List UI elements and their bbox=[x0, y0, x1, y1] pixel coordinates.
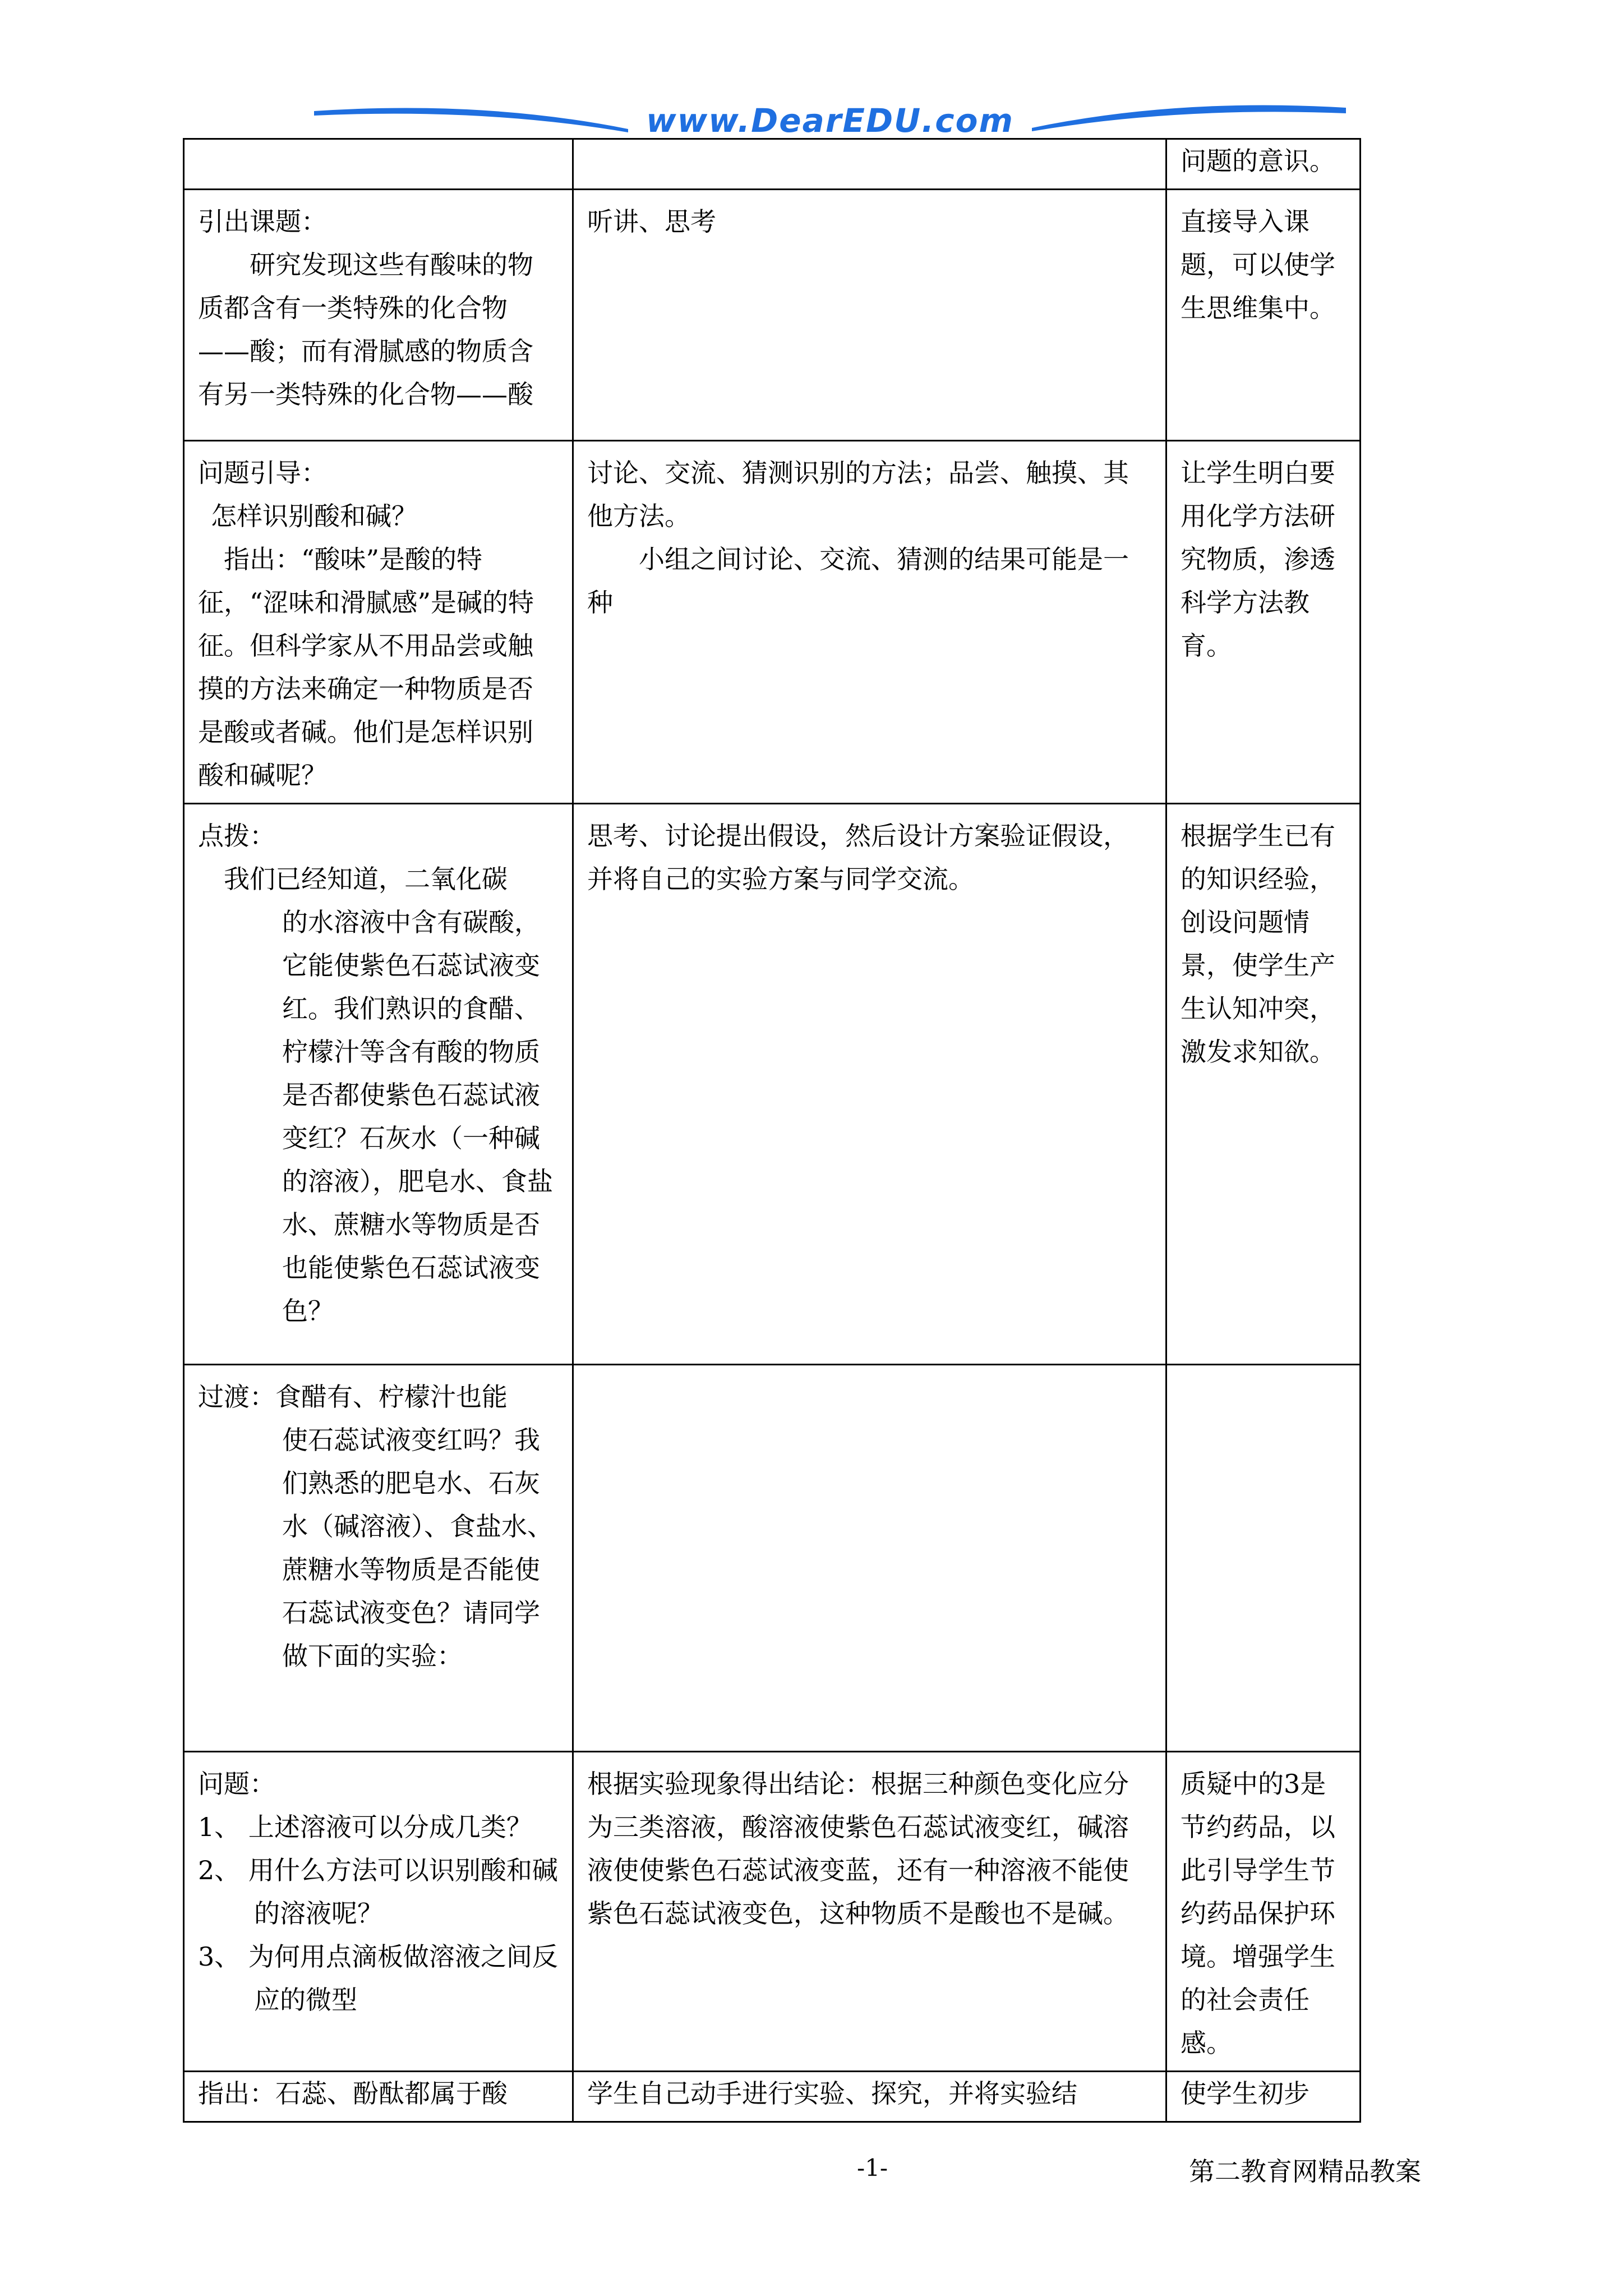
list-item: 2、 用什么方法可以识别酸和碱的溶液呢？ bbox=[198, 1855, 558, 1929]
teacher-activity-cell bbox=[184, 2072, 573, 2122]
design-intent-cell bbox=[1166, 804, 1361, 1365]
cell-text: 研究发现这些有酸味的物质都含有一类特殊的化合物——酸；而有滑腻感的物质含有另一类特殊的化合物——酸 bbox=[198, 250, 533, 409]
cell-text: 使学生初步 bbox=[1181, 2078, 1310, 2109]
design-intent-cell bbox=[1166, 2072, 1361, 2122]
teacher-activity-cell bbox=[184, 1365, 573, 1752]
student-activity-cell bbox=[573, 441, 1166, 804]
cell-text: 根据学生已有的知识经验，创设问题情景，使学生产生认知冲突，激发求知欲。 bbox=[1181, 821, 1335, 1067]
cell-text: 学生自己动手进行实验、探究，并将实验结 bbox=[587, 2078, 1077, 2109]
table-row bbox=[184, 441, 1361, 804]
cell-text: 听讲、思考 bbox=[587, 206, 716, 237]
cell-text: 使石蕊试液变红吗？我们熟悉的肥皂水、石灰水（碱溶液）、食盐水、蔗糖水等物质是否能使石蕊试液变色？请同学做下面的实验： bbox=[282, 1425, 553, 1671]
section-title: 点拨： bbox=[198, 821, 275, 851]
student-activity-cell bbox=[573, 804, 1166, 1365]
cell-text: 直接导入课题，可以使学生思维集中。 bbox=[1181, 206, 1335, 323]
cell-text: 思考、讨论提出假设，然后设计方案验证假设，并将自己的实验方案与同学交流。 bbox=[587, 821, 1129, 894]
cell-text: 讨论、交流、猜测识别的方法；品尝、触摸、其他方法。 bbox=[587, 458, 1129, 531]
teacher-activity-cell bbox=[184, 1752, 573, 2072]
footer-source: 第二教育网精品教案 bbox=[1189, 2156, 1421, 2187]
lesson-plan-table bbox=[183, 138, 1361, 2123]
design-intent-cell bbox=[1166, 1752, 1361, 2072]
cell-text: 指出：石蕊、酚酞都属于酸 bbox=[198, 2078, 508, 2109]
section-title: 引出课题： bbox=[198, 206, 327, 237]
cell-text: 指出：“酸味”是酸的特征，“涩味和滑腻感”是碱的特征。但科学家从不用品尝或触摸的方法来确定一种物质是否是酸或者碱。他们是怎样识别酸和碱呢？ bbox=[198, 544, 534, 790]
table-row bbox=[184, 1752, 1361, 2072]
cell-text: 小组之间讨论、交流、猜测的结果可能是一种 bbox=[587, 544, 1129, 618]
question-text: 怎样识别酸和碱？ bbox=[211, 501, 417, 531]
teacher-activity-cell bbox=[184, 139, 573, 190]
cell-text: 根据实验现象得出结论：根据三种颜色变化应分为三类溶液，酸溶液使紫色石蕊试液变红，碱溶液使使紫色石蕊试液变蓝，还有一种溶液不能使紫色石蕊试液变色，这种物质不是酸也不是碱。 bbox=[587, 1769, 1129, 1929]
student-activity-cell bbox=[573, 139, 1166, 190]
table-row bbox=[184, 804, 1361, 1365]
student-activity-cell bbox=[573, 1752, 1166, 2072]
page-number: -1- bbox=[857, 2154, 888, 2182]
table-row bbox=[184, 139, 1361, 190]
cell-text: 我们已经知道，二氧化碳 bbox=[224, 864, 508, 894]
student-activity-cell bbox=[573, 1365, 1166, 1752]
section-title: 问题引导： bbox=[198, 458, 327, 488]
site-logo-text: www.DearEDU.com bbox=[646, 102, 1014, 140]
cell-text: 问题的意识。 bbox=[1181, 146, 1335, 176]
teacher-activity-cell bbox=[184, 441, 573, 804]
teacher-activity-cell bbox=[184, 190, 573, 441]
design-intent-cell bbox=[1166, 190, 1361, 441]
table-row bbox=[184, 190, 1361, 441]
list-item: 3、 为何用点滴板做溶液之间反应的微型 bbox=[198, 1941, 558, 2015]
design-intent-cell bbox=[1166, 441, 1361, 804]
cell-text: 质疑中的3是节约药品，以此引导学生节约药品保护环境。增强学生的社会责任感。 bbox=[1181, 1769, 1335, 2058]
teacher-activity-cell bbox=[184, 804, 573, 1365]
cell-text: 的水溶液中含有碳酸，它能使紫色石蕊试液变红。我们熟识的食醋、柠檬汁等含有酸的物质是否都使紫色石蕊试液变红？石灰水（一种碱的溶液），肥皂水、食盐水、蔗糖水等物质是否也能使紫色石蕊试液变色？ bbox=[282, 907, 553, 1326]
cell-text: 过渡：食醋有、柠檬汁也能 bbox=[198, 1382, 508, 1412]
design-intent-cell bbox=[1166, 1365, 1361, 1752]
table-row bbox=[184, 2072, 1361, 2122]
section-title: 问题： bbox=[198, 1769, 275, 1799]
student-activity-cell bbox=[573, 190, 1166, 441]
student-activity-cell bbox=[573, 2072, 1166, 2122]
cell-text: 让学生明白要用化学方法研究物质，渗透科学方法教育。 bbox=[1181, 458, 1335, 661]
design-intent-cell bbox=[1166, 139, 1361, 190]
table-row bbox=[184, 1365, 1361, 1752]
list-item: 1、 上述溶液可以分成几类？ bbox=[198, 1812, 532, 1842]
